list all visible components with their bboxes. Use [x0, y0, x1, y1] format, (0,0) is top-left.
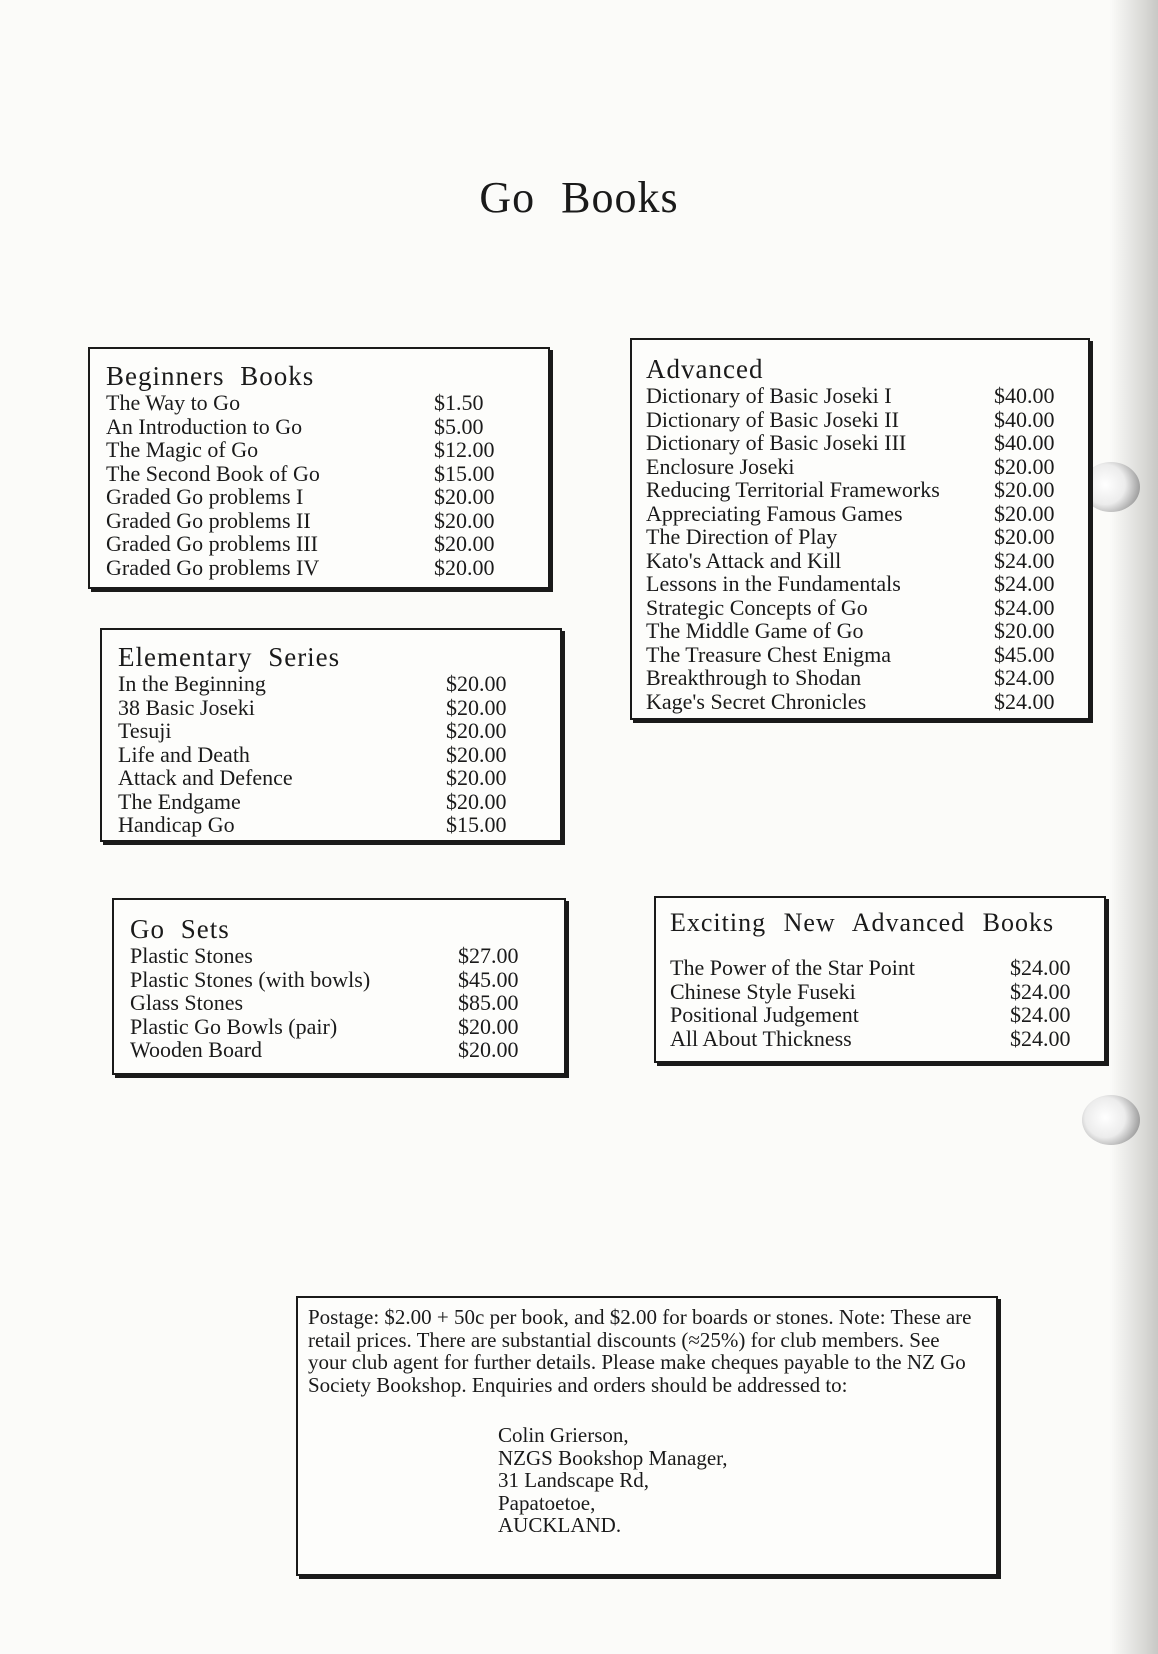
- item-name: Enclosure Joseki: [646, 453, 795, 479]
- item-price: $5.00: [434, 413, 484, 439]
- price-row: [118, 672, 546, 696]
- section-heading: Exciting New Advanced Books: [670, 908, 1055, 937]
- item-name: The Endgame: [118, 788, 241, 814]
- price-row: [118, 766, 546, 790]
- price-row: [646, 596, 1074, 620]
- item-name: The Power of the Star Point: [670, 955, 916, 980]
- price-row: [118, 790, 546, 814]
- price-row: [130, 944, 550, 968]
- price-row: [646, 619, 1074, 643]
- price-row: [130, 968, 550, 992]
- item-price: $40.00: [994, 383, 1055, 408]
- item-price: $24.00: [994, 547, 1055, 573]
- item-name: Graded Go problems II: [106, 507, 311, 533]
- item-price: $20.00: [458, 1037, 519, 1062]
- price-row: [670, 1003, 1090, 1027]
- price-row: [646, 572, 1074, 596]
- item-price: $20.00: [434, 531, 495, 556]
- price-row: [118, 696, 546, 720]
- item-name: Dictionary of Basic Joseki I: [646, 383, 892, 408]
- price-row: [106, 462, 534, 486]
- item-name: Lessons in the Fundamentals: [646, 571, 901, 596]
- item-name: The Middle Game of Go: [646, 618, 864, 643]
- item-name: Dictionary of Basic Joseki III: [646, 430, 907, 455]
- item-price: $20.00: [434, 507, 495, 533]
- item-name: The Way to Go: [106, 390, 241, 415]
- price-row: [130, 991, 550, 1015]
- item-price: $12.00: [434, 437, 495, 462]
- price-row: [106, 556, 534, 580]
- item-price: $20.00: [434, 484, 495, 509]
- book-list: [106, 391, 534, 579]
- postage-text: Postage: $2.00 + 50c per book, and $2.00 for boards or stones. Note: These are retail prices. There are substantial discounts (≈25%) for club members. See your club agent for further details. Please make cheques payable to the NZ Go Society Bookshop. Enquiries and orders should be addressed to:: [308, 1305, 972, 1397]
- price-row: [646, 525, 1074, 549]
- price-row: [106, 415, 534, 439]
- item-price: $15.00: [434, 460, 495, 486]
- address-line: Colin Grierson,: [498, 1423, 629, 1447]
- item-name: Graded Go problems III: [106, 531, 318, 556]
- punch-hole-lower: [1082, 1095, 1140, 1145]
- item-name: Plastic Stones (with bowls): [130, 966, 371, 992]
- book-list: [118, 672, 546, 837]
- item-price: $1.50: [434, 390, 484, 415]
- price-row: [106, 532, 534, 556]
- price-row: [646, 478, 1074, 502]
- item-name: Plastic Go Bowls (pair): [130, 1013, 338, 1039]
- item-name: An Introduction to Go: [106, 413, 303, 439]
- item-name: Chinese Style Fuseki: [670, 978, 856, 1004]
- price-row: [130, 1015, 550, 1039]
- item-price: $24.00: [1010, 978, 1071, 1004]
- section-heading: Go Sets: [130, 914, 230, 944]
- price-row: [646, 384, 1074, 408]
- price-row: [106, 391, 534, 415]
- item-name: The Magic of Go: [106, 437, 259, 462]
- section-heading: Advanced: [646, 354, 764, 384]
- section-heading: Beginners Books: [106, 361, 315, 391]
- item-name: Reducing Territorial Frameworks: [646, 477, 940, 502]
- item-name: Strategic Concepts of Go: [646, 594, 868, 620]
- price-row: [646, 690, 1074, 714]
- address-line: Papatoetoe,: [498, 1490, 596, 1515]
- address-line: AUCKLAND.: [498, 1513, 622, 1537]
- section-heading: Elementary Series: [118, 642, 341, 672]
- price-row: [646, 455, 1074, 479]
- address-line: 31 Landscape Rd,: [498, 1468, 650, 1492]
- item-name: Graded Go problems I: [106, 484, 304, 509]
- item-name: The Second Book of Go: [106, 460, 320, 486]
- item-name: In the Beginning: [118, 671, 266, 696]
- item-price: $24.00: [1010, 955, 1071, 980]
- price-row: [118, 719, 546, 743]
- book-list: [646, 384, 1074, 713]
- item-price: $24.00: [1010, 1025, 1071, 1051]
- item-name: Handicap Go: [118, 812, 235, 837]
- item-price: $20.00: [446, 718, 507, 743]
- item-price: $20.00: [458, 1013, 519, 1039]
- beginners-books-box: [88, 347, 550, 589]
- item-name: Life and Death: [118, 741, 250, 767]
- postage-info-box: [296, 1296, 998, 1576]
- punch-hole-upper: [1082, 462, 1140, 512]
- price-row: [646, 549, 1074, 573]
- item-price: $45.00: [994, 641, 1055, 667]
- item-price: $27.00: [458, 943, 519, 968]
- advanced-books-box: [630, 338, 1090, 720]
- page-edge-shadow: [1110, 0, 1158, 1654]
- item-name: Positional Judgement: [670, 1002, 859, 1027]
- exciting-new-books-box: [654, 896, 1106, 1063]
- item-name: Breakthrough to Shodan: [646, 665, 862, 690]
- price-row: [670, 980, 1090, 1004]
- item-price: $20.00: [434, 554, 495, 580]
- item-price: $20.00: [446, 765, 507, 790]
- item-name: Wooden Board: [130, 1037, 263, 1062]
- page-title: Go Books: [479, 173, 679, 222]
- item-price: $20.00: [994, 500, 1055, 526]
- item-name: All About Thickness: [670, 1025, 852, 1051]
- item-price: $20.00: [994, 453, 1055, 479]
- item-price: $20.00: [994, 477, 1055, 502]
- address-line: NZGS Bookshop Manager,: [498, 1445, 728, 1470]
- item-price: $40.00: [994, 430, 1055, 455]
- item-price: $45.00: [458, 966, 519, 992]
- item-name: Tesuji: [118, 718, 172, 743]
- item-price: $24.00: [1010, 1002, 1071, 1027]
- item-price: $20.00: [994, 524, 1055, 549]
- go-sets-box: [112, 898, 566, 1075]
- price-row: [646, 643, 1074, 667]
- item-price: $20.00: [446, 741, 507, 767]
- item-price: $24.00: [994, 594, 1055, 620]
- price-row: [118, 743, 546, 767]
- price-row: [646, 666, 1074, 690]
- item-name: 38 Basic Joseki: [118, 694, 255, 720]
- item-name: The Treasure Chest Enigma: [646, 641, 892, 667]
- price-row: [106, 485, 534, 509]
- price-row: [646, 502, 1074, 526]
- item-list: [130, 944, 550, 1062]
- price-row: [118, 813, 546, 837]
- price-row: [106, 509, 534, 533]
- price-row: [646, 431, 1074, 455]
- item-price: $20.00: [994, 618, 1055, 643]
- item-price: $20.00: [446, 788, 507, 814]
- item-name: Glass Stones: [130, 990, 244, 1015]
- price-row: [646, 408, 1074, 432]
- item-name: Appreciating Famous Games: [646, 500, 903, 526]
- item-name: Kato's Attack and Kill: [646, 547, 842, 573]
- item-price: $24.00: [994, 665, 1055, 690]
- item-price: $85.00: [458, 990, 519, 1015]
- item-name: The Direction of Play: [646, 524, 838, 549]
- price-row: [670, 956, 1090, 980]
- price-row: [106, 438, 534, 462]
- item-price: $15.00: [446, 812, 507, 837]
- item-price: $24.00: [994, 571, 1055, 596]
- elementary-series-box: [100, 628, 562, 842]
- price-row: [670, 1027, 1090, 1051]
- book-list: [670, 956, 1090, 1050]
- price-row: [130, 1038, 550, 1062]
- item-name: Graded Go problems IV: [106, 554, 320, 580]
- item-price: $24.00: [994, 688, 1055, 714]
- item-name: Plastic Stones: [130, 943, 253, 968]
- item-price: $20.00: [446, 694, 507, 720]
- item-name: Dictionary of Basic Joseki II: [646, 406, 899, 432]
- item-name: Kage's Secret Chronicles: [646, 688, 867, 714]
- item-price: $40.00: [994, 406, 1055, 432]
- contact-address: [498, 1424, 976, 1537]
- item-name: Attack and Defence: [118, 765, 293, 790]
- item-price: $20.00: [446, 671, 507, 696]
